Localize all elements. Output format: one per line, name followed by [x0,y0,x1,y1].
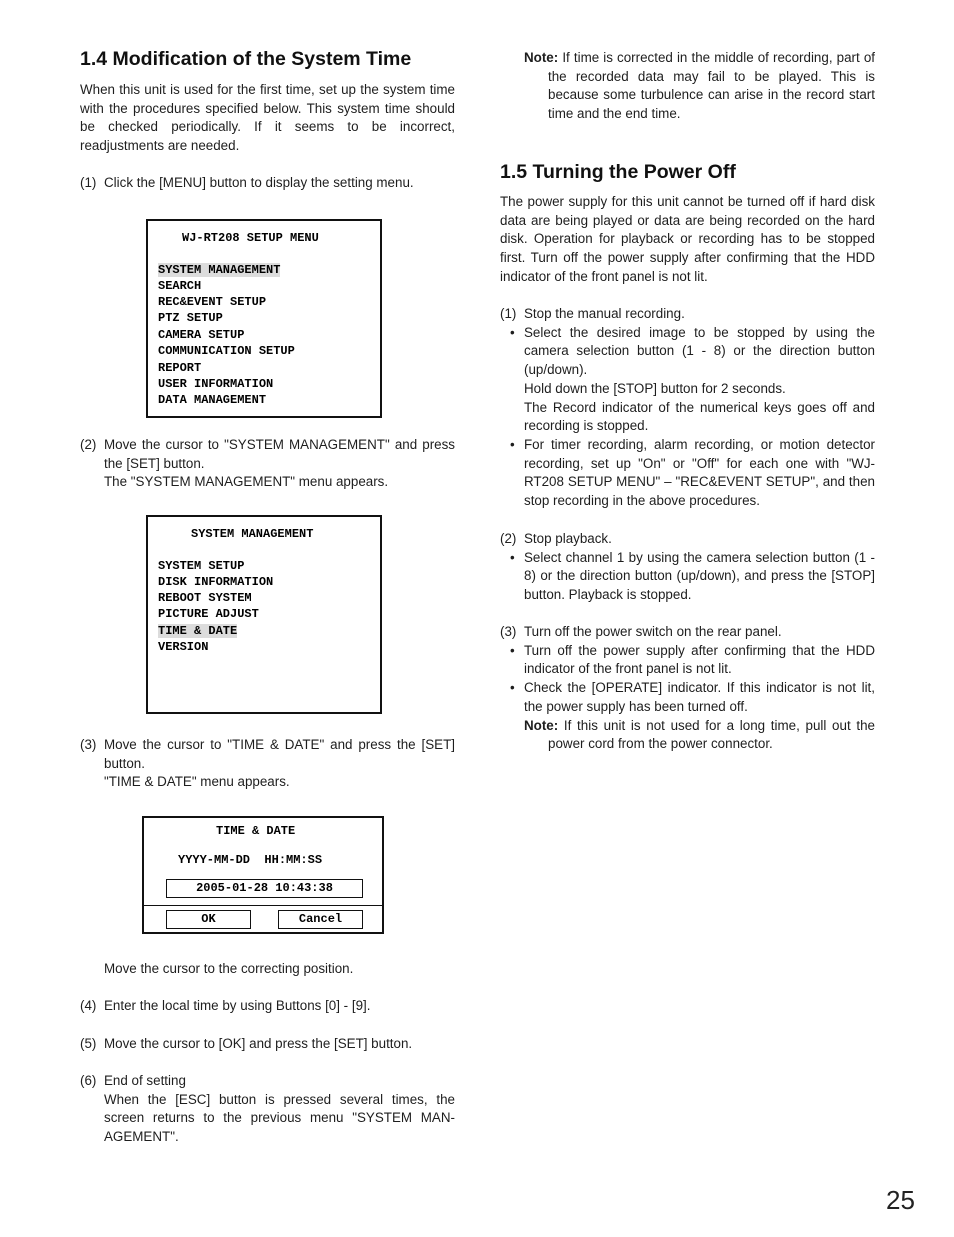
menu-item-picture-adjust[interactable]: PICTURE ADJUST [158,607,259,621]
bullet-extra: Hold down the [STOP] button for 2 seconds. [524,380,786,396]
time-date-screen [142,816,384,934]
menu-item-report[interactable]: REPORT [158,361,202,375]
note-text: If time is corrected in the middle of recording, part of the recorded data may fail to be played. This is because some turbulence can arise in the record start time and the end time. [548,50,875,122]
bullet-dot: • [510,436,515,452]
menu-title: TIME & DATE [216,824,296,838]
note-text: If this unit is not used for a long time, pull out the power cord from the power connector. [548,717,875,752]
step-text: Stop playback. [524,531,612,546]
setup-menu-screen [146,219,382,418]
step-subtext: "TIME & DATE" menu appears. [104,774,290,790]
section-heading-power-off: 1.5 Turning the Power Off [500,161,736,183]
bullet-text: Select channel 1 by using the camera selection button (1 - 8) or the direction button (up/down), and press the [STOP] button. Playback is stopped. [524,549,875,603]
step-1 [80,174,455,193]
menu-item-user-information[interactable]: USER INFORMATION [158,377,274,391]
menu-title: WJ-RT208 SETUP MENU [182,231,319,245]
step-number: (3) [80,737,97,752]
bullet-item [500,436,875,511]
bullet-text: Select the desired image to be stopped by using the camera selection button (1 - 8) or the direction button (up/down). [524,324,875,378]
step-number: (1) [80,175,97,190]
menu-item-search[interactable]: SEARCH [158,279,202,293]
step-number: (3) [500,624,517,639]
note-label: Note: [524,50,559,65]
menu-item-version[interactable]: VERSION [158,640,209,654]
bullet-item [500,642,875,679]
bullet-dot: • [510,549,515,565]
bullet-text: For timer recording, alarm recording, or motion detector recording, set up "On" or "Off" for each one with "WJ-RT208 SETUP MENU" – "REC&EVENT SETUP", and then stop recording in the above procedures. [524,436,875,509]
step-number: (6) [80,1073,97,1088]
power-step-3 [500,623,875,754]
bullet-dot: • [510,324,515,340]
menu-item-reboot-system[interactable]: REBOOT SYSTEM [158,591,252,605]
step-text: Move the cursor to "SYSTEM MANAGEMENT" and press the [SET] button. [104,437,455,471]
time-format-label: YYYY-MM-DD HH:MM:SS [178,853,323,867]
ok-button[interactable]: OK [166,910,251,929]
bullet-text: Turn off the power supply after confirming that the HDD indicator of the front panel is not lit. [524,642,875,677]
time-date-input[interactable]: 2005-01-28 10:43:38 [166,879,363,898]
step-text: Move the cursor to "TIME & DATE" and press the [SET] button. [104,737,455,771]
menu-item-disk-information[interactable]: DISK INFORMATION [158,575,274,589]
step-3 [80,736,455,792]
menu-item-communication-setup[interactable]: COMMUNICATION SETUP [158,344,295,358]
step-text: Stop the manual recording. [524,306,685,321]
step-number: (5) [80,1036,97,1051]
bullet-dot: • [510,642,515,658]
page-number: 25 [886,1185,915,1215]
step-2 [80,436,455,492]
step-number: (2) [80,437,97,452]
step-text: Click the [MENU] button to display the setting menu. [104,175,414,190]
power-step-2 [500,530,875,605]
cancel-button[interactable]: Cancel [278,910,363,929]
step-5 [80,1035,455,1054]
step-subtext: The "SYSTEM MANAGEMENT" menu appears. [104,474,389,490]
menu-title: SYSTEM MANAGEMENT [191,527,314,541]
step-subtext: When the [ESC] button is pressed several times, the screen returns to the previous menu "SYSTEM MAN-AGEMENT". [104,1091,455,1145]
step-6 [80,1072,455,1147]
power-step-1 [500,305,875,511]
menu-item-system-setup[interactable]: SYSTEM SETUP [158,559,245,573]
menu-item-ptz-setup[interactable]: PTZ SETUP [158,311,223,325]
step-text: Enter the local time by using Buttons [0] - [9]. [104,998,371,1013]
system-management-screen [146,515,382,714]
power-off-intro: The power supply for this unit cannot be turned off if hard disk data are being played or data are being recorded on the hard disk. Operation for playback or recording has to be stopped first. Turn off the power supply after confirming that the HDD indicator of the front panel is not lit. [500,194,875,284]
step-text: Move the cursor to [OK] and press the [SET] button. [104,1036,413,1051]
menu-item-camera-setup[interactable]: CAMERA SETUP [158,328,245,342]
step-number: (2) [500,531,517,546]
note-label: Note: [524,717,559,733]
step-4 [80,997,455,1016]
bullet-extra: The Record indicator of the numerical keys goes off and recording is stopped. [524,399,875,434]
menu-item-rec-event-setup[interactable]: REC&EVENT SETUP [158,295,267,309]
system-time-intro: When this unit is used for the first time, set up the system time with the procedures specified below. This system time should be checked periodically. If it seems to be incorrect, readjustments are needed. [80,82,455,154]
bullet-text: Check the [OPERATE] indicator. If this indicator is not lit, the power supply has been turned off. [524,680,875,714]
power-note [524,717,875,754]
menu-item-time-date[interactable]: TIME & DATE [158,624,238,638]
step-number: (4) [80,998,97,1013]
menu-item-data-management[interactable]: DATA MANAGEMENT [158,393,267,407]
step-text: End of setting [104,1073,186,1088]
recording-note [524,49,875,124]
section-heading-system-time: 1.4 Modification of the System Time [80,48,412,70]
step-number: (1) [500,306,517,321]
bullet-dot: • [510,680,515,696]
menu-item-system-management[interactable]: SYSTEM MANAGEMENT [158,263,281,277]
bullet-item [500,324,875,436]
bullet-item [500,549,875,605]
cursor-instruction: Move the cursor to the correcting position. [104,961,354,976]
step-text: Turn off the power switch on the rear panel. [524,624,782,639]
divider [144,905,382,906]
bullet-item [500,679,875,716]
